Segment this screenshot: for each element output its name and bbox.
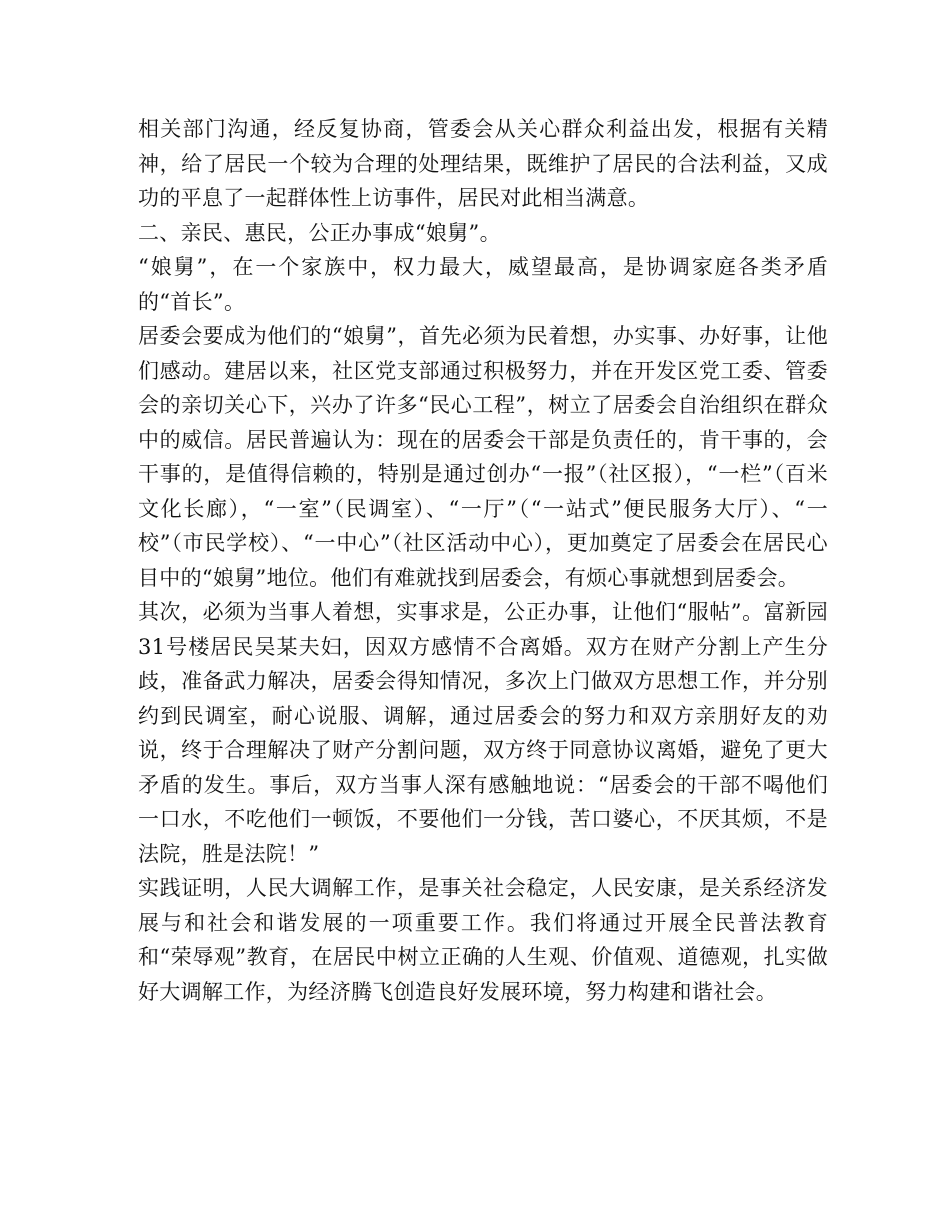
document-body	[138, 112, 828, 1009]
paragraph-niangjiu-definition: “娘舅”，在一个家族中，权力最大，威望最高，是协调家庭各类矛盾的“首长”。	[138, 255, 828, 314]
paragraph-first-point: 居委会要成为他们的“娘舅”，首先必须为民着想，办实事、办好事，让他们感动。建居以来，社区党支部通过积极努力，并在开发区党工委、管委会的亲切关心下，兴办了许多“民心工程”，树立了居委会自治组织在群众中的威信。居民普遍认为：现在的居委会干部是负责任的，肯干事的，会干事的，是值得信赖的，特别是通过创办“一报”（社区报），“一栏”（百米文化长廊），“一室”（民调室）、“一厅”（“一站式”便民服务大厅）、“一校”（市民学校）、“一中心”（社区活动中心），更加奠定了居委会在居民心目中的“娘舅”地位。他们有难就找到居委会，有烦心事就想到居委会。	[138, 324, 828, 590]
paragraph-second-point: 其次，必须为当事人着想，实事求是，公正办事，让他们“服帖”。富新园31号楼居民吴某夫妇，因双方感情不合离婚。双方在财产分割上产生分歧，准备武力解决，居委会得知情况，多次上门做双方思想工作，并分别约到民调室，耐心说服、调解，通过居委会的努力和双方亲朋好友的劝说，终于合理解决了财产分割问题，双方终于同意协议离婚，避免了更大矛盾的发生。事后，双方当事人深有感触地说：“居委会的干部不喝他们一口水，不吃他们一顿饭，不要他们一分钱，苦口婆心，不厌其烦，不是法院，胜是法院！”	[138, 600, 828, 866]
section-heading: 二、亲民、惠民，公正办事成“娘舅”。	[138, 220, 501, 245]
paragraph-continuation: 相关部门沟通，经反复协商，管委会从关心群众利益出发，根据有关精神，给了居民一个较为合理的处理结果，既维护了居民的合法利益，又成功的平息了一起群体性上访事件，居民对此相当满意。	[138, 117, 828, 210]
paragraph-conclusion: 实践证明，人民大调解工作，是事关社会稳定，人民安康，是关系经济发展与和社会和谐发展的一项重要工作。我们将通过开展全民普法教育和“荣辱观”教育，在居民中树立正确的人生观、价值观、道德观，扎实做好大调解工作，为经济腾飞创造良好发展环境，努力构建和谐社会。	[138, 876, 828, 1004]
